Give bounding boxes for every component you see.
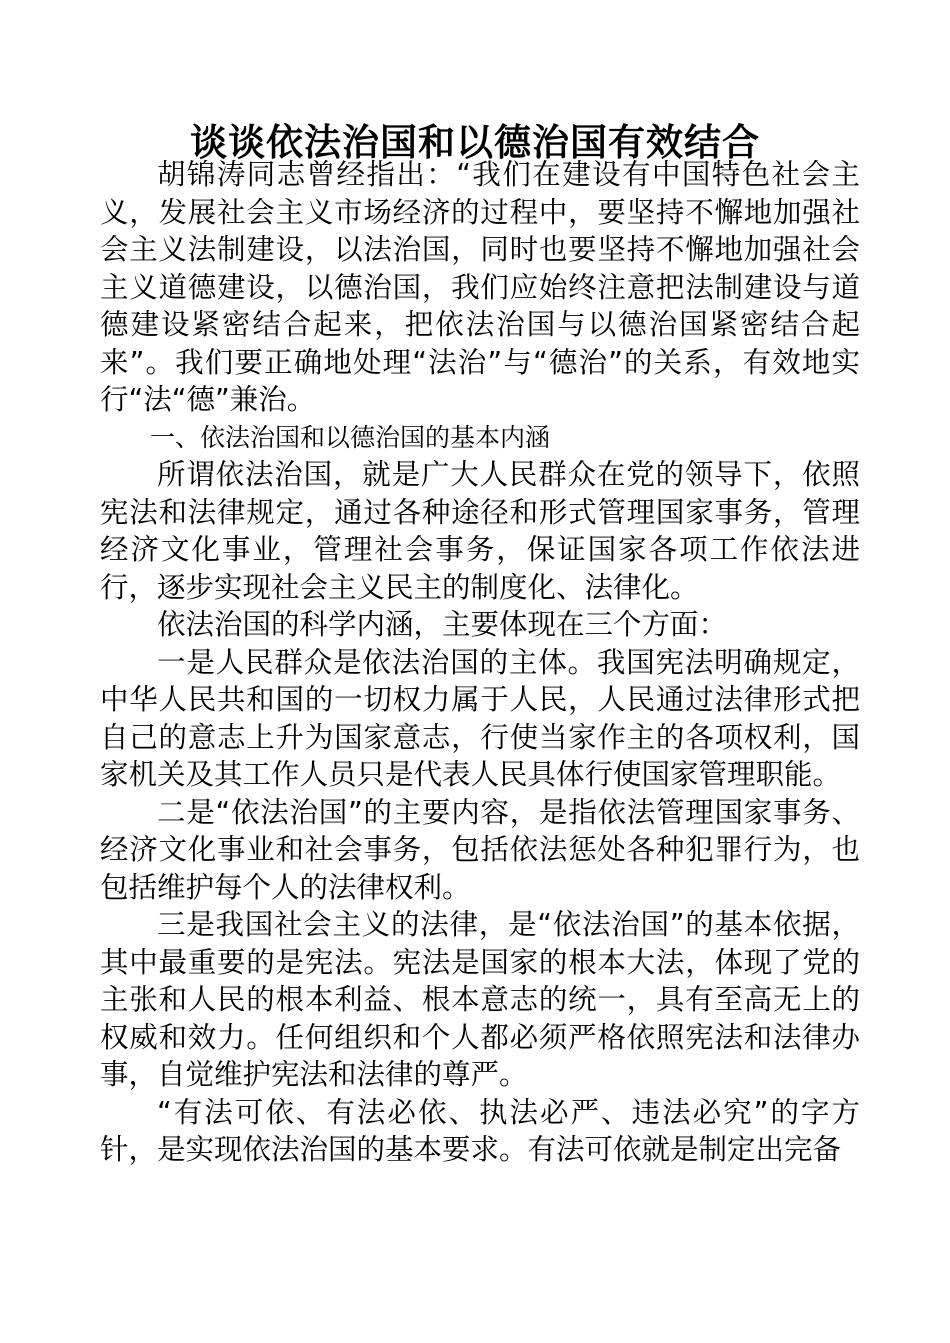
section-heading-1: 一、依法治国和以德治国的基本内涵 bbox=[150, 422, 551, 452]
paragraph-point-three: 三是我国社会主义的法律，是“依法治国”的基本依据，其中最重要的是宪法。宪法是国家的根本大法，体现了党的主张和人民的根本利益、根本意志的统一，具有至高无上的权威和效力。任何组织和个人都必须严格依照宪法和法律办事，自觉维护宪法和法律的尊严。 bbox=[100, 908, 860, 1091]
paragraph-requirements: “有法可依、有法必依、执法必严、违法必究”的字方针，是实现依法治国的基本要求。有法可依就是制定出完备 bbox=[100, 1095, 860, 1166]
document-title: 谈谈依法治国和以德治国有效结合 bbox=[190, 120, 760, 164]
paragraph-intro: 胡锦涛同志曾经指出：“我们在建设有中国特色社会主义，发展社会主义市场经济的过程中，要坚持不懈地加强社会主义法制建设，以法治国，同时也要坚持不懈地加强社会主义道德建设，以德治国，我们应始终注意把法制建设与道德建设紧密结合起来，把依法治国与以德治国紧密结合起来”。我们要正确地处理“法治”与“德治”的关系，有效地实行“法“德”兼治。 bbox=[100, 158, 860, 416]
paragraph-definition: 所谓依法治国，就是广大人民群众在党的领导下，依照宪法和法律规定，通过各种途径和形式管理国家事务，管理经济文化事业，管理社会事务，保证国家各项工作依法进行，逐步实现社会主义民主的制度化、法律化。 bbox=[100, 458, 860, 604]
paragraph-point-one: 一是人民群众是依法治国的主体。我国宪法明确规定，中华人民共和国的一切权力属于人民，人民通过法律形式把自己的意志上升为国家意志，行使当家作主的各项权利，国家机关及其工作人员只是代表人民具体行使国家管理职能。 bbox=[100, 645, 860, 791]
paragraph-point-two: 二是“依法治国”的主要内容，是指依法管理国家事务、经济文化事业和社会事务，包括依法惩处各种犯罪行为，也包括维护每个人的法律权利。 bbox=[100, 795, 860, 904]
paragraph-connotation-intro: 依法治国的科学内涵，主要体现在三个方面： bbox=[157, 608, 728, 641]
document-body bbox=[100, 156, 860, 1169]
